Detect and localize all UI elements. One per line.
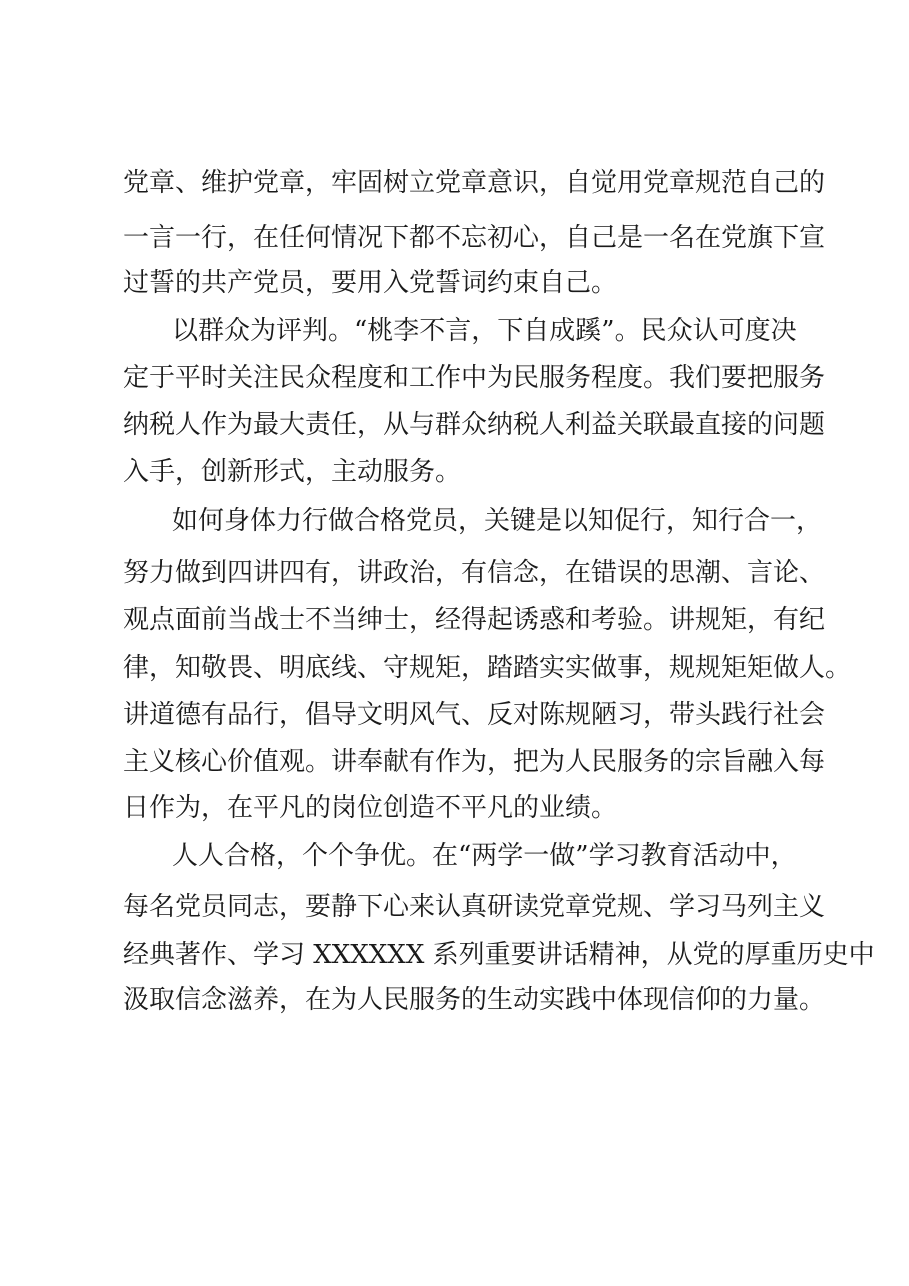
text-line: 过誓的共产党员，要用入党誓词约束自己。	[123, 268, 618, 298]
text-line: 日作为，在平凡的岗位创造不平凡的业绩。	[123, 793, 618, 823]
text-line: 每名党员同志，要静下心来认真研读党章党规、学习马列主义	[123, 892, 826, 922]
paragraph-first-line: 以群众为评判。“桃李不言，下自成蹊”。民众认可度决	[172, 316, 797, 346]
text-line: 定于平时关注民众程度和工作中为民服务程度。我们要把服务	[123, 363, 826, 393]
text-line: 讲道德有品行，倡导文明风气、反对陈规陋习，带头践行社会	[123, 700, 826, 730]
text-line: 观点面前当战士不当绅士，经得起诱惑和考验。讲规矩，有纪	[123, 605, 826, 635]
text-line: 纳税人作为最大责任，从与群众纳税人利益关联最直接的问题	[123, 410, 826, 440]
text-line: 努力做到四讲四有，讲政治，有信念，在错误的思潮、言论、	[123, 558, 826, 588]
text-line: 主义核心价值观。讲奉献有作为，把为人民服务的宗旨融入每	[123, 747, 826, 777]
text-line: 党章、维护党章，牢固树立党章意识，自觉用党章规范自己的	[123, 168, 826, 198]
text-line: 一言一行，在任何情况下都不忘初心，自己是一名在党旗下宣	[123, 223, 826, 253]
text-line: 入手，创新形式，主动服务。	[123, 457, 462, 487]
paragraph-first-line: 如何身体力行做合格党员，关键是以知促行，知行合一，	[172, 506, 823, 536]
text-line: 汲取信念滋养，在为人民服务的生动实践中体现信仰的力量。	[123, 985, 826, 1015]
text-line: 经典著作、学习 XXXXXX 系列重要讲话精神，从党的厚重历史中	[123, 940, 875, 970]
text-line: 律，知敬畏、明底线、守规矩，踏踏实实做事，规规矩矩做人。	[123, 653, 852, 683]
paragraph-first-line: 人人合格，个个争优。在“两学一做”学习教育活动中，	[172, 841, 797, 871]
